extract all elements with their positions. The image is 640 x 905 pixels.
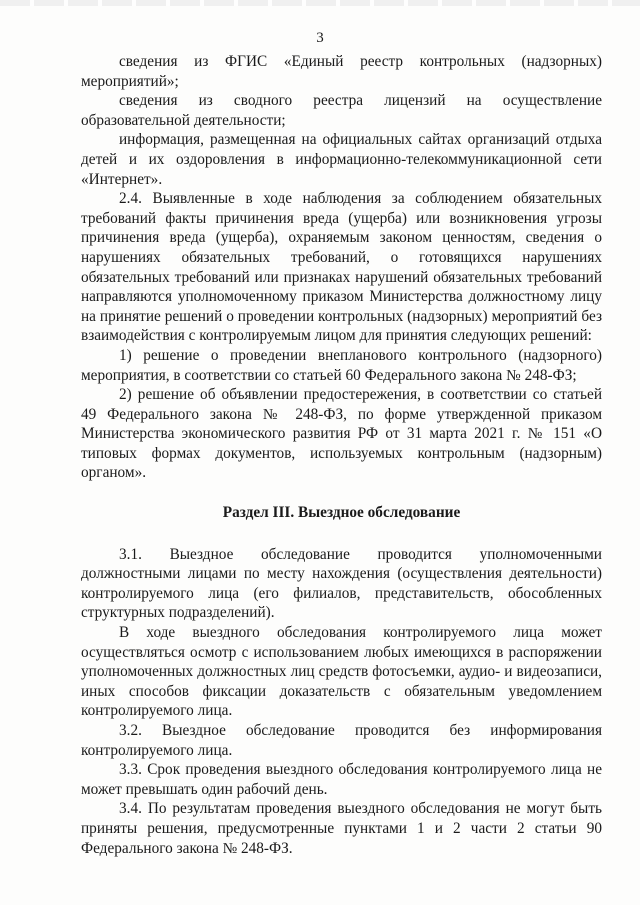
scan-edge [0,0,640,6]
page-number: 3 [316,30,324,46]
paragraph-3-3: 3.3. Срок проведения выездного обследования контролируемого лица не может превышать один рабочий день. [81,761,602,798]
paragraph-3-4: 3.4. По результатам проведения выездного обследования не могут быть приняты решения, предусмотренные пунктами 1 и 2 части 2 статьи 90 Федерального закона № 248-ФЗ. [81,800,602,857]
paragraph: сведения из сводного реестра лицензий на осуществление образовательной деятельности; [81,92,602,129]
list-item-decision-1: 1) решение о проведении внепланового контрольного (надзорного) мероприятия, в соответствии со статьей 60 Федерального закона № 248-ФЗ; [81,346,602,384]
document-body [81,52,602,858]
paragraph: информация, размещенная на официальных сайтах организаций отдыха детей и их оздоровления в информационно-телекоммуникационной сети «Интернет». [81,131,602,188]
section-title: Раздел III. Выездное обследование [222,504,461,522]
paragraph: сведения из ФГИС «Единый реестр контрольных (надзорных) мероприятий»; [81,53,602,90]
paragraph: В ходе выездного обследования контролируемого лица может осуществляться осмотр с использованием любых имеющихся в распоряжении уполномоченных должностных лиц средств фотосъемки, аудио- и видеозаписи, иных способов фиксации доказательств с обязательным уведомлением контролируемого лица. [81,624,602,720]
paragraph-3-1: 3.1. Выездное обследование проводится уполномоченными должностными лицами по месту нахождения (осуществления деятельности) контролируемого лица (его филиалов, представительств, обособленных структурных подразделений). [81,545,602,622]
list-item-decision-2: 2) решение об объявлении предостережения, в соответствии со статьей 49 Федерального закона № 248-ФЗ, по форме утвержденной приказом Министерства экономического развития РФ от 31 марта 2021 г. № 151 «О типовых формах документов, используемых контрольным (надзорным) органом». [81,386,602,482]
paragraph-3-2: 3.2. Выездное обследование проводится без информирования контролируемого лица. [81,722,602,759]
paragraph-2-4: 2.4. Выявленные в ходе наблюдения за соблюдением обязательных требований факты причинения вреда (ущерба) или возникновения угрозы причинения вреда (ущерба), охраняемым законом ценностям, сведения о нарушениях обязательных требований, о готовящихся нарушениях обязательных требований или признаках нарушений обязательных требований направляются уполномоченному приказом Министерства должностному лицу на принятие решений о проведении контрольных (надзорных) мероприятий без взаимодействия с контролируемым лицом для принятия следующих решений: [81,190,602,345]
